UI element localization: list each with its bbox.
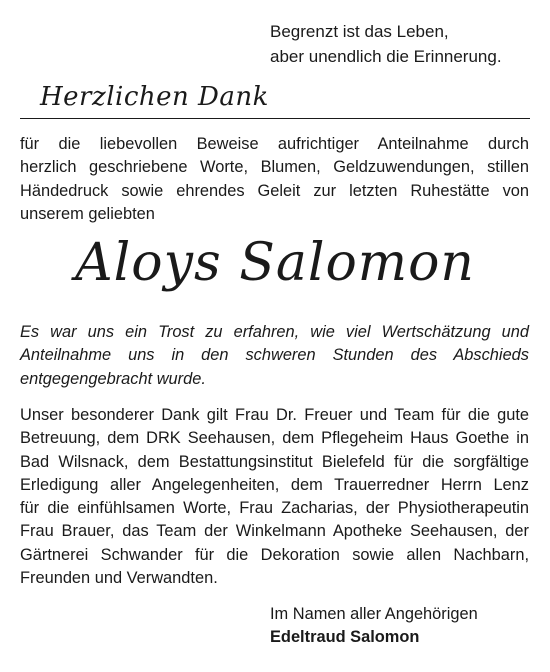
intro-line: unserem geliebten: [20, 204, 155, 223]
motto-quote: [270, 19, 502, 69]
thanks-line: Freunden und Verwandten.: [20, 569, 218, 588]
thanks-line: Frau Brauer, das Team der Winkelmann Apotheke Seehausen, der: [20, 522, 529, 541]
motto-line: Begrenzt ist das Leben,: [270, 22, 449, 41]
thanks-paragraph: [20, 404, 529, 590]
heading-herzlichen-dank: Herzlichen Dank: [40, 82, 269, 112]
thanks-line: Betreuung, dem DRK Seehausen, dem Pflegeheim Haus Goethe in: [20, 429, 529, 448]
intro-paragraph: [20, 133, 529, 226]
divider-rule: [20, 118, 530, 119]
thanks-line: Erledigung aller Angelegenheiten, dem Trauerredner Herrn Lenz: [20, 475, 529, 494]
comfort-line: Anteilnahme uns in den schweren Stunden des Abschieds: [20, 346, 529, 365]
motto-line: aber unendlich die Erinnerung.: [270, 47, 502, 66]
comfort-line: Es war uns ein Trost zu erfahren, wie viel Wertschätzung und: [20, 323, 529, 341]
intro-line: herzlich geschriebene Worte, Blumen, Geldzuwendungen, stillen: [20, 158, 529, 177]
thanks-line: für die einfühlsamen Worte, Frau Zacharias, der Physiotherapeutin: [20, 499, 529, 518]
intro-line: Händedruck sowie ehrendes Geleit zur letzten Ruhestätte von: [20, 181, 529, 200]
closing-signature: [270, 603, 478, 650]
deceased-name: Aloys Salomon: [75, 233, 475, 293]
comfort-paragraph: [20, 321, 529, 391]
thanks-line: Unser besonderer Dank gilt Frau Dr. Freuer und Team für die gute: [20, 406, 529, 424]
thanks-line: Gärtnerei Schwander für die Dekoration sowie allen Nachbarn,: [20, 545, 529, 564]
intro-line: für die liebevollen Beweise aufrichtiger Anteilnahme durch: [20, 135, 529, 153]
thanks-line: Bad Wilsnack, dem Bestattungsinstitut Bielefeld für die sorgfältige: [20, 452, 529, 471]
on-behalf-line: Im Namen aller Angehörigen: [270, 605, 478, 623]
signer-name: Edeltraud Salomon: [270, 628, 420, 647]
comfort-line: entgegengebracht wurde.: [20, 369, 206, 388]
